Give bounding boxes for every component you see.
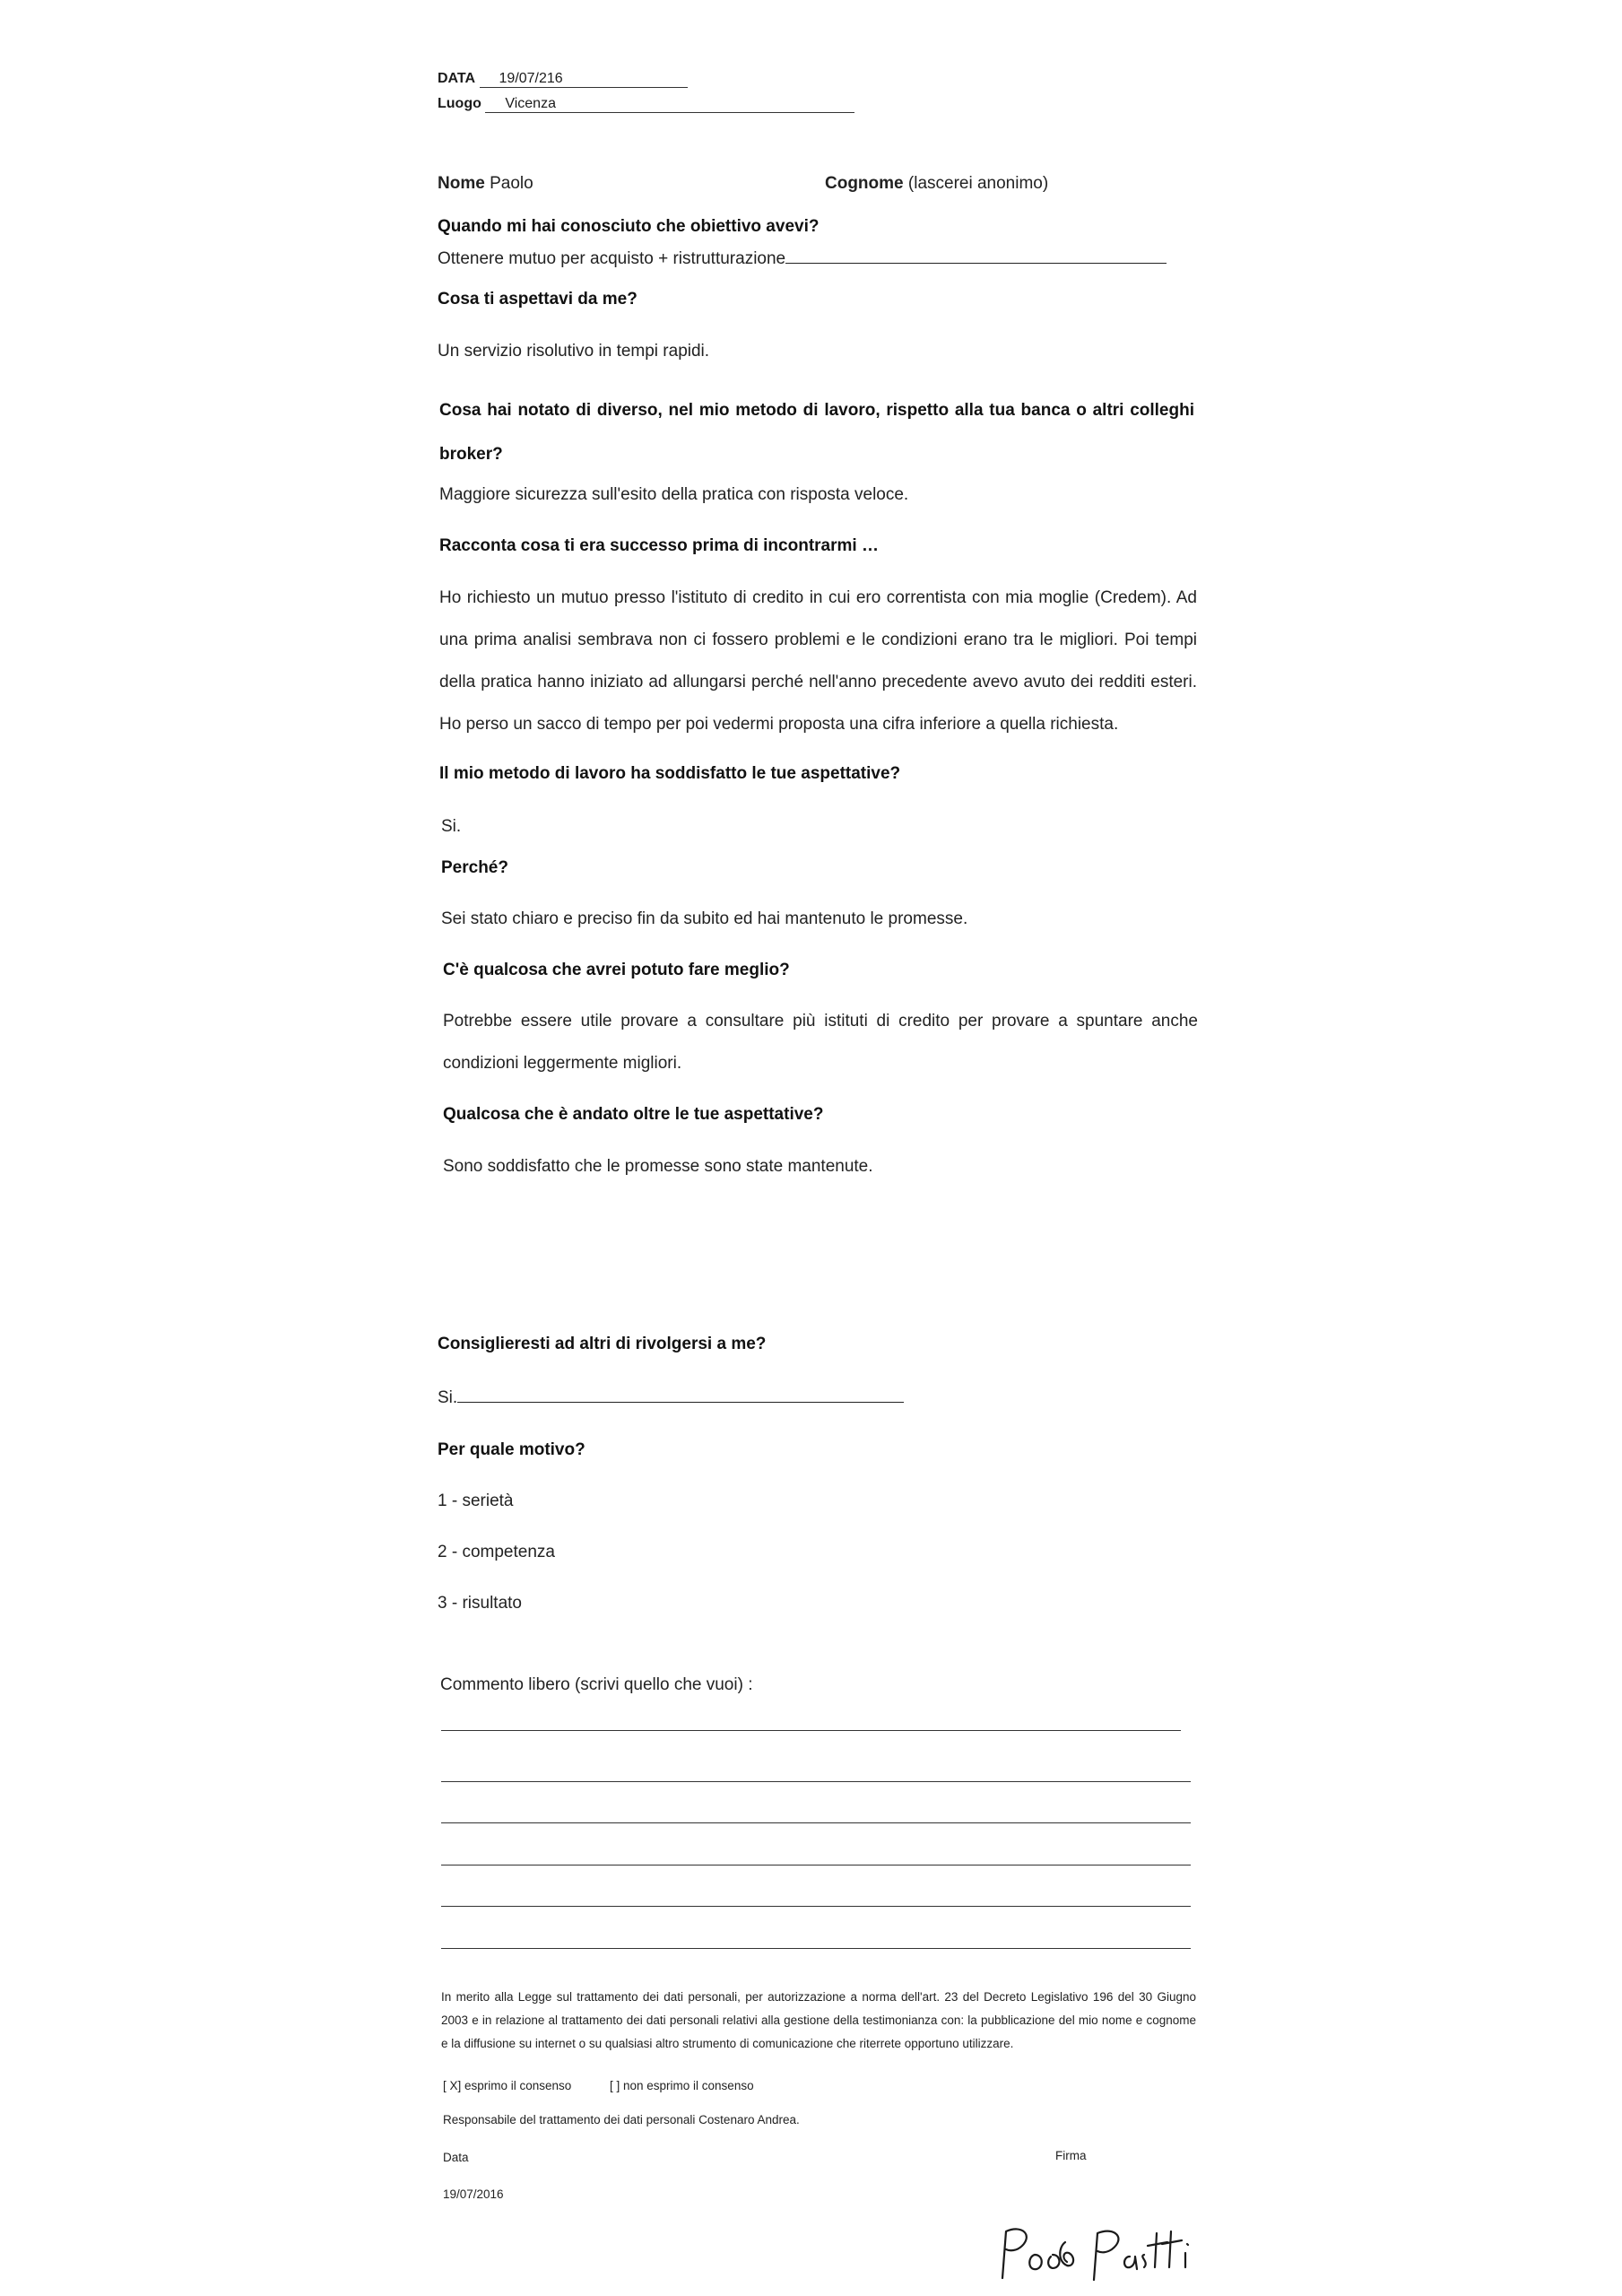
- comment-line[interactable]: [441, 1948, 1191, 1949]
- question-why: Perché?: [441, 858, 508, 877]
- name-label: Nome: [438, 174, 485, 193]
- question-expectation: Cosa ti aspettavi da me?: [438, 290, 638, 309]
- date-line: [438, 68, 688, 88]
- handwritten-signature: [995, 2215, 1210, 2287]
- surname-line: [825, 174, 1048, 194]
- question-recommend: Consiglieresti ad altri di rivolgersi a me?: [438, 1335, 767, 1353]
- answer-why: Sei stato chiaro e preciso fin da subito ed hai mantenuto le promesse.: [441, 909, 968, 928]
- answer-recommend: [438, 1387, 904, 1408]
- question-beyond: Qualcosa che è andato oltre le tue aspettative?: [443, 1105, 824, 1124]
- question-reason: Per quale motivo?: [438, 1440, 585, 1459]
- consent-no[interactable]: [ ] non esprimo il consenso: [610, 2079, 754, 2092]
- name-value: Paolo: [490, 174, 533, 193]
- answer-recommend-text: Si.: [438, 1388, 458, 1407]
- answer-beyond: Sono soddisfatto che le promesse sono state mantenute.: [443, 1157, 873, 1176]
- question-improve: C'è qualcosa che avrei potuto fare meglio?: [443, 961, 790, 979]
- answer-objective-underline: [785, 248, 1167, 264]
- place-field: [485, 93, 854, 113]
- date-value: 19/07/216: [499, 71, 563, 86]
- question-objective: Quando mi hai conosciuto che obiettivo avevi?: [438, 217, 820, 236]
- answer-objective: [438, 248, 1167, 269]
- data-controller: Responsabile del trattamento dei dati personali Costenaro Andrea.: [443, 2113, 800, 2126]
- comment-line[interactable]: [441, 1822, 1191, 1823]
- surname-label: Cognome: [825, 174, 904, 193]
- answer-recommend-underline: [457, 1387, 904, 1403]
- comment-line[interactable]: [441, 1865, 1191, 1866]
- place-label: Luogo: [438, 96, 481, 111]
- place-value: Vicenza: [505, 96, 556, 111]
- comment-line[interactable]: [441, 1730, 1181, 1731]
- answer-improve: Potrebbe essere utile provare a consultare più istituti di credito per provare a spuntare anche condizioni leggermente migliori.: [443, 1012, 1198, 1073]
- place-line: [438, 93, 854, 113]
- footer-date-label: Data: [443, 2151, 469, 2164]
- reason-item: 1 - serietà: [438, 1492, 514, 1510]
- signature-label: Firma: [1055, 2149, 1087, 2162]
- answer-before: Ho richiesto un mutuo presso l'istituto di credito in cui ero correntista con mia moglie (Credem). Ad una prima analisi sembrava non ci fossero problemi e le condizioni erano tra le migliori. Poi tempi della pratica hanno iniziato ad allungarsi perché nell'anno precedente avevo avuto dei redditi esteri. Ho perso un sacco di tempo per poi vedermi proposta una cifra inferiore a quella richiesta.: [439, 588, 1197, 734]
- reason-item: 2 - competenza: [438, 1543, 555, 1561]
- comment-label: Commento libero (scrivi quello che vuoi) :: [440, 1675, 753, 1694]
- consent-yes[interactable]: [ X] esprimo il consenso: [443, 2079, 572, 2092]
- date-label: DATA: [438, 71, 476, 86]
- answer-difference: Maggiore sicurezza sull'esito della pratica con risposta veloce.: [439, 485, 909, 504]
- name-line: [438, 174, 533, 194]
- comment-line[interactable]: [441, 1906, 1191, 1907]
- comment-line[interactable]: [441, 1781, 1191, 1782]
- answer-expectation: Un servizio risolutivo in tempi rapidi.: [438, 342, 710, 361]
- question-before: Racconta cosa ti era successo prima di incontrarmi …: [439, 536, 879, 555]
- date-field: [480, 68, 688, 88]
- reason-item: 3 - risultato: [438, 1594, 522, 1613]
- question-difference: Cosa hai notato di diverso, nel mio metodo di lavoro, rispetto alla tua banca o altri colleghi broker?: [439, 401, 1194, 464]
- privacy-notice: In merito alla Legge sul trattamento dei dati personali, per autorizzazione a norma dell'art. 23 del Decreto Legislativo 196 del 30 Giugno 2003 e in relazione al trattamento dei dati personali relativi alla gestione della testimonianza con: la pubblicazione del mio nome e cognome e la diffusione su internet o su qualsiasi altro strumento di comunicazione che riterrete opportuno utilizzare.: [441, 1990, 1196, 2050]
- surname-value: (lascerei anonimo): [907, 174, 1049, 193]
- answer-objective-text: Ottenere mutuo per acquisto + ristrutturazione: [438, 249, 786, 268]
- question-satisfied: Il mio metodo di lavoro ha soddisfatto le tue aspettative?: [439, 764, 901, 783]
- answer-satisfied: Si.: [441, 817, 462, 836]
- footer-date-value: 19/07/2016: [443, 2187, 504, 2201]
